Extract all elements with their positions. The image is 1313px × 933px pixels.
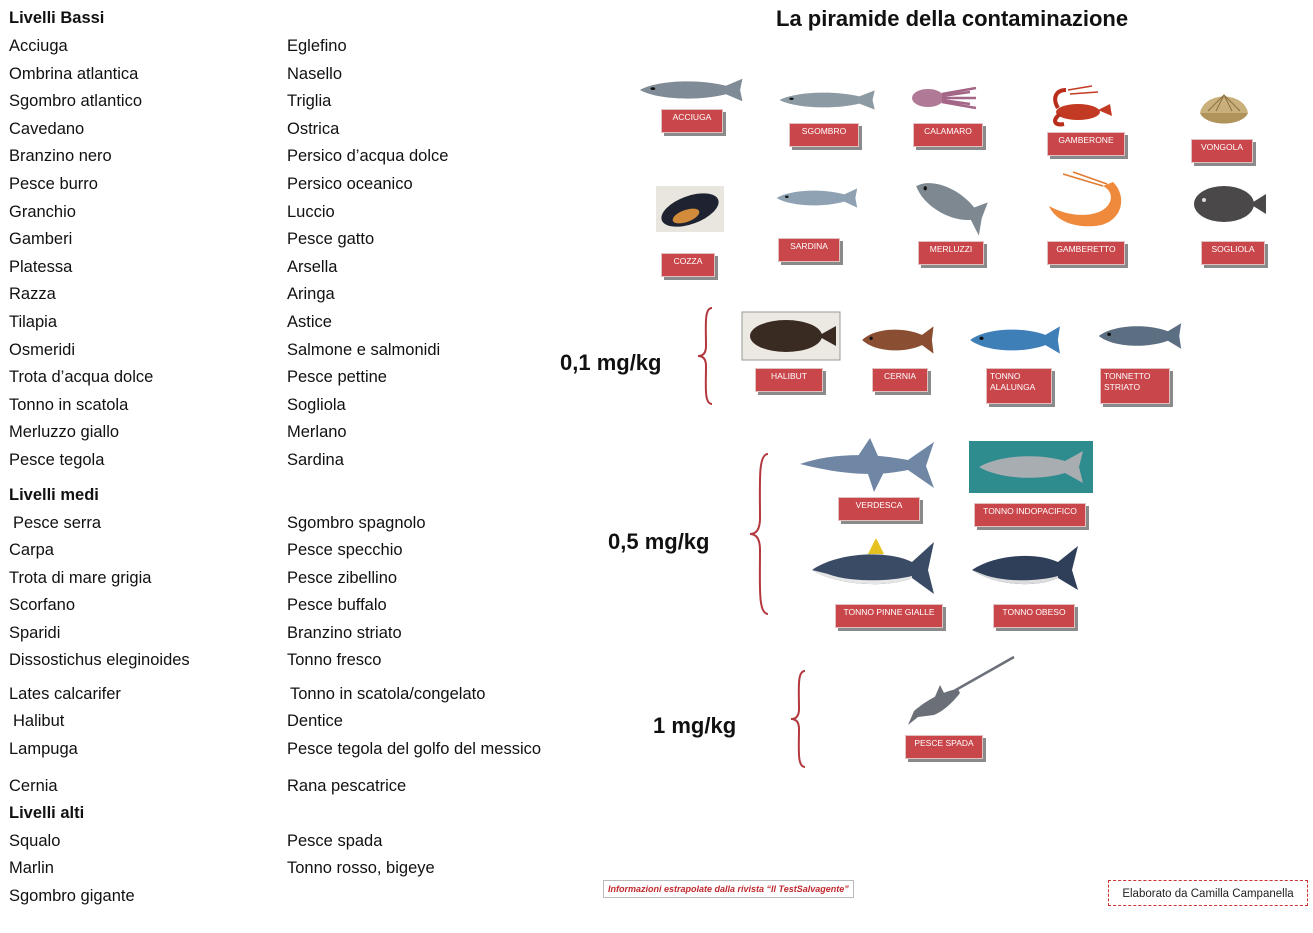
sgombro-label: SGOMBRO: [789, 123, 859, 147]
low-level-fish-item: Razza: [9, 285, 56, 304]
medium-level-fish-item: Scorfano: [9, 596, 76, 614]
medium-level-fish-item: Dentice: [287, 712, 343, 730]
pyramid-title: La piramide della contaminazione: [776, 6, 1129, 31]
verdesca-label: VERDESCA: [838, 497, 920, 521]
low-level-fish-item: Pesce tegola: [9, 451, 105, 469]
medium-level-fish-item: Dissostichus eleginoides: [9, 651, 190, 669]
high-level-fish-item: Tonno rosso, bigeye: [287, 859, 435, 877]
brace-level-1: [789, 669, 809, 769]
cernia-label: CERNIA: [872, 368, 928, 392]
author-credit: Elaborato da Camilla Campanella: [1108, 880, 1308, 906]
hake-icon: [910, 180, 988, 224]
source-note: Informazioni estrapolate dalla rivista “Il TestSalvagente”: [603, 880, 854, 898]
acciuga-label: ACCIUGA: [661, 109, 723, 133]
low-level-fish-item: Salmone e salmonidi: [287, 340, 441, 359]
low-level-fish-item: Pesce burro: [9, 175, 98, 193]
high-levels-heading: Livelli alti: [9, 804, 85, 822]
merluzzi-label: MERLUZZI: [918, 241, 984, 265]
albacore-icon: [965, 323, 1063, 357]
brace-level-0-1: [696, 306, 716, 406]
medium-level-fish-item: Rana pescatrice: [287, 777, 407, 795]
medium-level-fish-item: Sparidi: [9, 624, 61, 642]
medium-level-fish-item: Pesce buffalo: [287, 596, 387, 614]
low-level-fish-item: Acciuga: [9, 37, 68, 55]
tonno-pinne-gialle-label: TONNO PINNE GIALLE: [835, 604, 943, 628]
sogliola-label: SOGLIOLA: [1201, 241, 1265, 265]
medium-level-fish-item: Tonno in scatola/congelato: [290, 685, 486, 703]
lobster-icon: [1048, 84, 1114, 128]
tonno-obeso-label: TONNO OBESO: [993, 604, 1075, 628]
low-level-fish-item: Ombrina atlantica: [9, 64, 139, 83]
low-level-fish-item: Pesce gatto: [287, 230, 375, 249]
anchovy-icon: [634, 76, 746, 104]
yellowfin-tuna-icon: [808, 536, 938, 598]
low-level-fish-item: Granchio: [9, 202, 76, 221]
medium-levels-heading: Livelli medi: [9, 486, 99, 504]
low-level-fish-item: Sgombro atlantico: [9, 92, 142, 111]
sole-icon: [1188, 182, 1268, 226]
high-level-fish-item: Sgombro gigante: [9, 887, 135, 905]
cozza-label: COZZA: [661, 253, 715, 277]
low-level-fish-item: Gamberi: [9, 230, 73, 249]
low-level-fish-item: Tilapia: [9, 313, 57, 331]
halibut-icon: [742, 312, 840, 360]
medium-level-fish-item: Sgombro spagnolo: [287, 514, 426, 532]
low-level-fish-item: Sogliola: [287, 395, 346, 414]
medium-level-fish-item: Lates calcarifer: [9, 685, 121, 703]
low-level-fish-item: Trota d’acqua dolce: [9, 368, 154, 387]
squid-icon: [910, 82, 978, 114]
high-level-fish-item: Marlin: [9, 859, 54, 877]
swordfish-icon: [904, 655, 1016, 727]
low-level-fish-item: Eglefino: [287, 37, 347, 55]
medium-level-fish-item: Cernia: [9, 777, 58, 795]
medium-level-fish-item: Halibut: [13, 712, 65, 730]
skipjack-icon: [1094, 320, 1184, 352]
low-level-fish-item: Merlano: [287, 423, 347, 442]
high-level-fish-item: Pesce spada: [287, 832, 383, 850]
tonno-alalunga-label: TONNO ALALUNGA: [986, 368, 1052, 404]
blue-shark-icon: [798, 436, 938, 494]
low-level-fish-item: Merluzzo giallo: [9, 423, 120, 442]
low-levels-heading: Livelli Bassi: [9, 9, 105, 27]
medium-level-fish-item: Pesce tegola del golfo del messico: [287, 740, 542, 758]
level-1-label: 1 mg/kg: [653, 713, 737, 738]
mussel-icon: [656, 186, 724, 232]
sardina-label: SARDINA: [778, 238, 840, 262]
bigeye-tuna-icon: [968, 542, 1082, 594]
clam-icon: [1196, 87, 1252, 131]
medium-level-fish-item: Branzino striato: [287, 624, 402, 642]
tonnetto-striato-label: TONNETTO STRIATO: [1100, 368, 1170, 404]
medium-level-fish-item: Carpa: [9, 541, 54, 559]
level-0-5-label: 0,5 mg/kg: [608, 529, 710, 554]
indo-pacific-tuna-icon: [969, 441, 1093, 493]
low-level-fish-item: Aringa: [287, 285, 335, 304]
medium-level-fish-item: Pesce specchio: [287, 541, 403, 559]
low-level-fish-item: Ostrica: [287, 119, 340, 138]
gamberetto-label: GAMBERETTO: [1047, 241, 1125, 265]
medium-level-fish-item: Tonno fresco: [287, 651, 382, 669]
calamaro-label: CALAMARO: [913, 123, 983, 147]
low-level-fish-item: Pesce pettine: [287, 368, 387, 387]
gamberone-label: GAMBERONE: [1047, 132, 1125, 156]
high-level-fish-item: Squalo: [9, 832, 61, 850]
vongola-label: VONGOLA: [1191, 139, 1253, 163]
medium-level-fish-item: Lampuga: [9, 740, 78, 758]
pesce-spada-label: PESCE SPADA: [905, 735, 983, 759]
medium-level-fish-item: Pesce zibellino: [287, 569, 398, 587]
low-level-fish-item: Nasello: [287, 64, 343, 83]
low-level-fish-item: Astice: [287, 313, 332, 331]
level-0-1-label: 0,1 mg/kg: [560, 350, 662, 375]
low-level-fish-item: Triglia: [287, 92, 332, 111]
low-level-fish-item: Osmeridi: [9, 340, 76, 359]
low-level-fish-item: Luccio: [287, 202, 335, 221]
low-level-fish-item: Sardina: [287, 451, 344, 469]
low-level-fish-item: Cavedano: [9, 119, 85, 138]
medium-level-fish-item: Pesce serra: [13, 514, 102, 532]
mackerel-icon: [774, 88, 878, 112]
low-level-fish-item: Persico d’acqua dolce: [287, 147, 449, 166]
halibut-label: HALIBUT: [755, 368, 823, 392]
low-level-fish-item: Branzino nero: [9, 147, 112, 166]
sardine-icon: [772, 186, 860, 210]
tonno-indopacifico-label: TONNO INDOPACIFICO: [974, 503, 1086, 527]
low-level-fish-item: Platessa: [9, 257, 73, 276]
low-level-fish-item: Arsella: [287, 257, 338, 276]
low-level-fish-item: Tonno in scatola: [9, 395, 129, 414]
shrimp-icon: [1043, 172, 1129, 232]
grouper-icon: [858, 323, 936, 357]
low-level-fish-item: Persico oceanico: [287, 175, 413, 193]
medium-level-fish-item: Trota di mare grigia: [9, 569, 152, 587]
brace-level-0-5: [748, 452, 772, 616]
